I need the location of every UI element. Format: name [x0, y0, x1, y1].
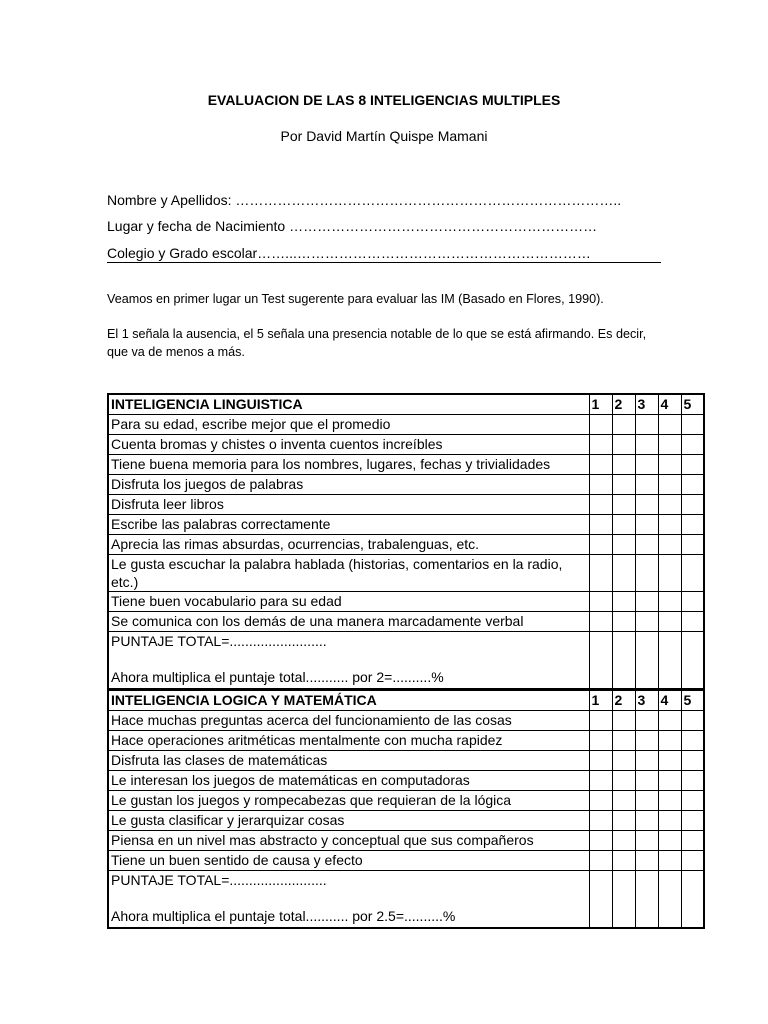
rating-cell-1[interactable]: [589, 592, 612, 612]
rating-cell-4[interactable]: [658, 711, 681, 731]
table-row: [108, 435, 704, 455]
total-rating-cell-2[interactable]: [612, 632, 635, 690]
total-rating-cell-1[interactable]: [589, 871, 612, 929]
school-field[interactable]: Colegio y Grado escolar……...………………………………………………………: [107, 245, 661, 263]
rating-cell-3[interactable]: [635, 831, 658, 851]
table-row: [108, 811, 704, 831]
total-label: PUNTAJE TOTAL=.........................: [111, 872, 327, 888]
total-rating-cell-1[interactable]: [589, 632, 612, 690]
rating-cell-2[interactable]: [612, 515, 635, 535]
item-statement: Tiene un buen sentido de causa y efecto: [108, 851, 589, 871]
scale-header-5: 5: [681, 690, 704, 711]
item-statement: Aprecia las rimas absurdas, ocurrencias, trabalenguas, etc.: [108, 535, 589, 555]
multiply-label: Ahora multiplica el puntaje total........... por 2.5=..........%: [111, 908, 456, 924]
table-row: [108, 495, 704, 515]
rating-cell-1[interactable]: [589, 495, 612, 515]
rating-cell-4[interactable]: [658, 515, 681, 535]
rating-cell-1[interactable]: [589, 791, 612, 811]
rating-cell-3[interactable]: [635, 495, 658, 515]
rating-cell-2[interactable]: [612, 475, 635, 495]
rating-cell-1[interactable]: [589, 415, 612, 435]
rating-cell-3[interactable]: [635, 612, 658, 632]
rating-cell-4[interactable]: [658, 851, 681, 871]
document-title: EVALUACION DE LAS 8 INTELIGENCIAS MULTIPLES: [207, 92, 561, 108]
scale-header-3: 3: [635, 394, 658, 415]
table-row: [108, 851, 704, 871]
scale-header-2: 2: [612, 690, 635, 711]
item-statement: Tiene buen vocabulario para su edad: [108, 592, 589, 612]
rating-cell-1[interactable]: [589, 731, 612, 751]
rating-cell-5[interactable]: [681, 791, 704, 811]
total-rating-cell-3[interactable]: [635, 632, 658, 690]
rating-cell-3[interactable]: [635, 475, 658, 495]
rating-cell-5[interactable]: [681, 475, 704, 495]
rating-cell-5[interactable]: [681, 751, 704, 771]
rating-cell-5[interactable]: [681, 495, 704, 515]
rating-cell-2[interactable]: [612, 592, 635, 612]
rating-cell-2[interactable]: [612, 495, 635, 515]
total-rating-cell-5[interactable]: [681, 632, 704, 690]
rating-cell-2[interactable]: [612, 791, 635, 811]
rating-cell-3[interactable]: [635, 731, 658, 751]
rating-cell-2[interactable]: [612, 535, 635, 555]
item-statement: Escribe las palabras correctamente: [108, 515, 589, 535]
rating-cell-5[interactable]: [681, 851, 704, 871]
rating-cell-4[interactable]: [658, 435, 681, 455]
rating-cell-3[interactable]: [635, 751, 658, 771]
rating-cell-1[interactable]: [589, 751, 612, 771]
rating-cell-2[interactable]: [612, 711, 635, 731]
scale-header-5: 5: [681, 394, 704, 415]
total-rating-cell-4[interactable]: [658, 632, 681, 690]
total-rating-cell-3[interactable]: [635, 871, 658, 929]
rating-cell-2[interactable]: [612, 831, 635, 851]
total-rating-cell-4[interactable]: [658, 871, 681, 929]
table-row: [108, 831, 704, 851]
rating-cell-5[interactable]: [681, 455, 704, 475]
rating-cell-1[interactable]: [589, 515, 612, 535]
rating-cell-4[interactable]: [658, 555, 681, 592]
table-row: [108, 751, 704, 771]
rating-cell-3[interactable]: [635, 791, 658, 811]
rating-cell-5[interactable]: [681, 555, 704, 592]
scale-header-2: 2: [612, 394, 635, 415]
rating-cell-5[interactable]: [681, 731, 704, 751]
item-statement: Le interesan los juegos de matemáticas en computadoras: [108, 771, 589, 791]
scale-header-3: 3: [635, 690, 658, 711]
rating-cell-2[interactable]: [612, 435, 635, 455]
evaluation-table: [107, 393, 705, 929]
rating-cell-5[interactable]: [681, 831, 704, 851]
table-row: [108, 415, 704, 435]
total-label: PUNTAJE TOTAL=.........................: [111, 633, 327, 649]
rating-cell-5[interactable]: [681, 612, 704, 632]
section-title: INTELIGENCIA LINGUISTICA: [108, 394, 589, 415]
rating-cell-3[interactable]: [635, 535, 658, 555]
rating-cell-3[interactable]: [635, 592, 658, 612]
rating-cell-3[interactable]: [635, 515, 658, 535]
rating-cell-1[interactable]: [589, 612, 612, 632]
rating-cell-2[interactable]: [612, 415, 635, 435]
multiply-label: Ahora multiplica el puntaje total........... por 2=..........%: [111, 669, 444, 685]
total-row: [108, 632, 704, 690]
rating-cell-4[interactable]: [658, 791, 681, 811]
rating-cell-5[interactable]: [681, 515, 704, 535]
rating-cell-4[interactable]: [658, 592, 681, 612]
item-statement: Piensa en un nivel mas abstracto y conceptual que sus compañeros: [108, 831, 589, 851]
item-statement: Disfruta los juegos de palabras: [108, 475, 589, 495]
rating-cell-5[interactable]: [681, 415, 704, 435]
rating-cell-1[interactable]: [589, 535, 612, 555]
table-row: [108, 535, 704, 555]
item-statement: Se comunica con los demás de una manera marcadamente verbal: [108, 612, 589, 632]
table-row: [108, 592, 704, 612]
rating-cell-1[interactable]: [589, 555, 612, 592]
rating-cell-1[interactable]: [589, 455, 612, 475]
rating-cell-3[interactable]: [635, 555, 658, 592]
table-row: [108, 455, 704, 475]
rating-cell-5[interactable]: [681, 592, 704, 612]
rating-cell-2[interactable]: [612, 851, 635, 871]
birth-field[interactable]: Lugar y fecha de Nacimiento …………………………………………………………: [107, 218, 598, 234]
rating-cell-3[interactable]: [635, 435, 658, 455]
rating-cell-5[interactable]: [681, 535, 704, 555]
rating-cell-2[interactable]: [612, 455, 635, 475]
total-rating-cell-5[interactable]: [681, 871, 704, 929]
rating-cell-5[interactable]: [681, 811, 704, 831]
rating-cell-5[interactable]: [681, 435, 704, 455]
rating-cell-1[interactable]: [589, 811, 612, 831]
rating-cell-1[interactable]: [589, 851, 612, 871]
total-rating-cell-2[interactable]: [612, 871, 635, 929]
intro-paragraph: Veamos en primer lugar un Test sugerente para evaluar las IM (Basado en Flores, 1990).: [107, 292, 604, 306]
item-statement: Hace muchas preguntas acerca del funcionamiento de las cosas: [108, 711, 589, 731]
section-header-row: [108, 690, 704, 711]
scale-header-4: 4: [658, 690, 681, 711]
table-row: [108, 791, 704, 811]
table-row: [108, 475, 704, 495]
table-row: [108, 711, 704, 731]
rating-cell-2[interactable]: [612, 811, 635, 831]
rating-cell-3[interactable]: [635, 771, 658, 791]
section-title: INTELIGENCIA LOGICA Y MATEMÁTICA: [108, 690, 589, 711]
rating-cell-4[interactable]: [658, 415, 681, 435]
rating-cell-1[interactable]: [589, 711, 612, 731]
rating-cell-2[interactable]: [612, 612, 635, 632]
scale-note-paragraph: El 1 señala la ausencia, el 5 señala una presencia notable de lo que se está afirmando. Es decir, que va de menos a más.: [107, 327, 647, 359]
table-row: [108, 555, 704, 592]
item-statement: Hace operaciones aritméticas mentalmente con mucha rapidez: [108, 731, 589, 751]
rating-cell-2[interactable]: [612, 731, 635, 751]
item-statement: Para su edad, escribe mejor que el promedio: [108, 415, 589, 435]
scale-header-4: 4: [658, 394, 681, 415]
rating-cell-4[interactable]: [658, 475, 681, 495]
document-author: Por David Martín Quispe Mamani: [280, 128, 488, 144]
rating-cell-4[interactable]: [658, 535, 681, 555]
rating-cell-3[interactable]: [635, 711, 658, 731]
rating-cell-2[interactable]: [612, 555, 635, 592]
rating-cell-3[interactable]: [635, 455, 658, 475]
table-row: [108, 731, 704, 751]
item-statement: Le gusta clasificar y jerarquizar cosas: [108, 811, 589, 831]
rating-cell-1[interactable]: [589, 435, 612, 455]
rating-cell-1[interactable]: [589, 771, 612, 791]
rating-cell-4[interactable]: [658, 771, 681, 791]
table-row: [108, 771, 704, 791]
rating-cell-4[interactable]: [658, 751, 681, 771]
rating-cell-5[interactable]: [681, 771, 704, 791]
item-statement: Disfruta las clases de matemáticas: [108, 751, 589, 771]
scale-header-1: 1: [589, 394, 612, 415]
rating-cell-3[interactable]: [635, 811, 658, 831]
rating-cell-4[interactable]: [658, 811, 681, 831]
rating-cell-5[interactable]: [681, 711, 704, 731]
rating-cell-1[interactable]: [589, 831, 612, 851]
name-field[interactable]: Nombre y Apellidos: ………………………………………………………………………..: [107, 192, 622, 208]
rating-cell-1[interactable]: [589, 475, 612, 495]
total-cell: [108, 632, 589, 690]
item-statement: Le gustan los juegos y rompecabezas que requieran de la lógica: [108, 791, 589, 811]
rating-cell-2[interactable]: [612, 751, 635, 771]
rating-cell-3[interactable]: [635, 851, 658, 871]
section-header-row: [108, 394, 704, 415]
rating-cell-2[interactable]: [612, 771, 635, 791]
rating-cell-4[interactable]: [658, 831, 681, 851]
rating-cell-4[interactable]: [658, 495, 681, 515]
item-statement: Tiene buena memoria para los nombres, lugares, fechas y trivialidades: [108, 455, 589, 475]
total-cell: [108, 871, 589, 929]
rating-cell-4[interactable]: [658, 612, 681, 632]
scale-header-1: 1: [589, 690, 612, 711]
table-row: [108, 612, 704, 632]
rating-cell-4[interactable]: [658, 455, 681, 475]
total-row: [108, 871, 704, 929]
item-statement: Cuenta bromas y chistes o inventa cuentos increíbles: [108, 435, 589, 455]
item-statement: Disfruta leer libros: [108, 495, 589, 515]
item-statement: Le gusta escuchar la palabra hablada (historias, comentarios en la radio, etc.): [108, 555, 589, 592]
rating-cell-4[interactable]: [658, 731, 681, 751]
table-row: [108, 515, 704, 535]
rating-cell-3[interactable]: [635, 415, 658, 435]
